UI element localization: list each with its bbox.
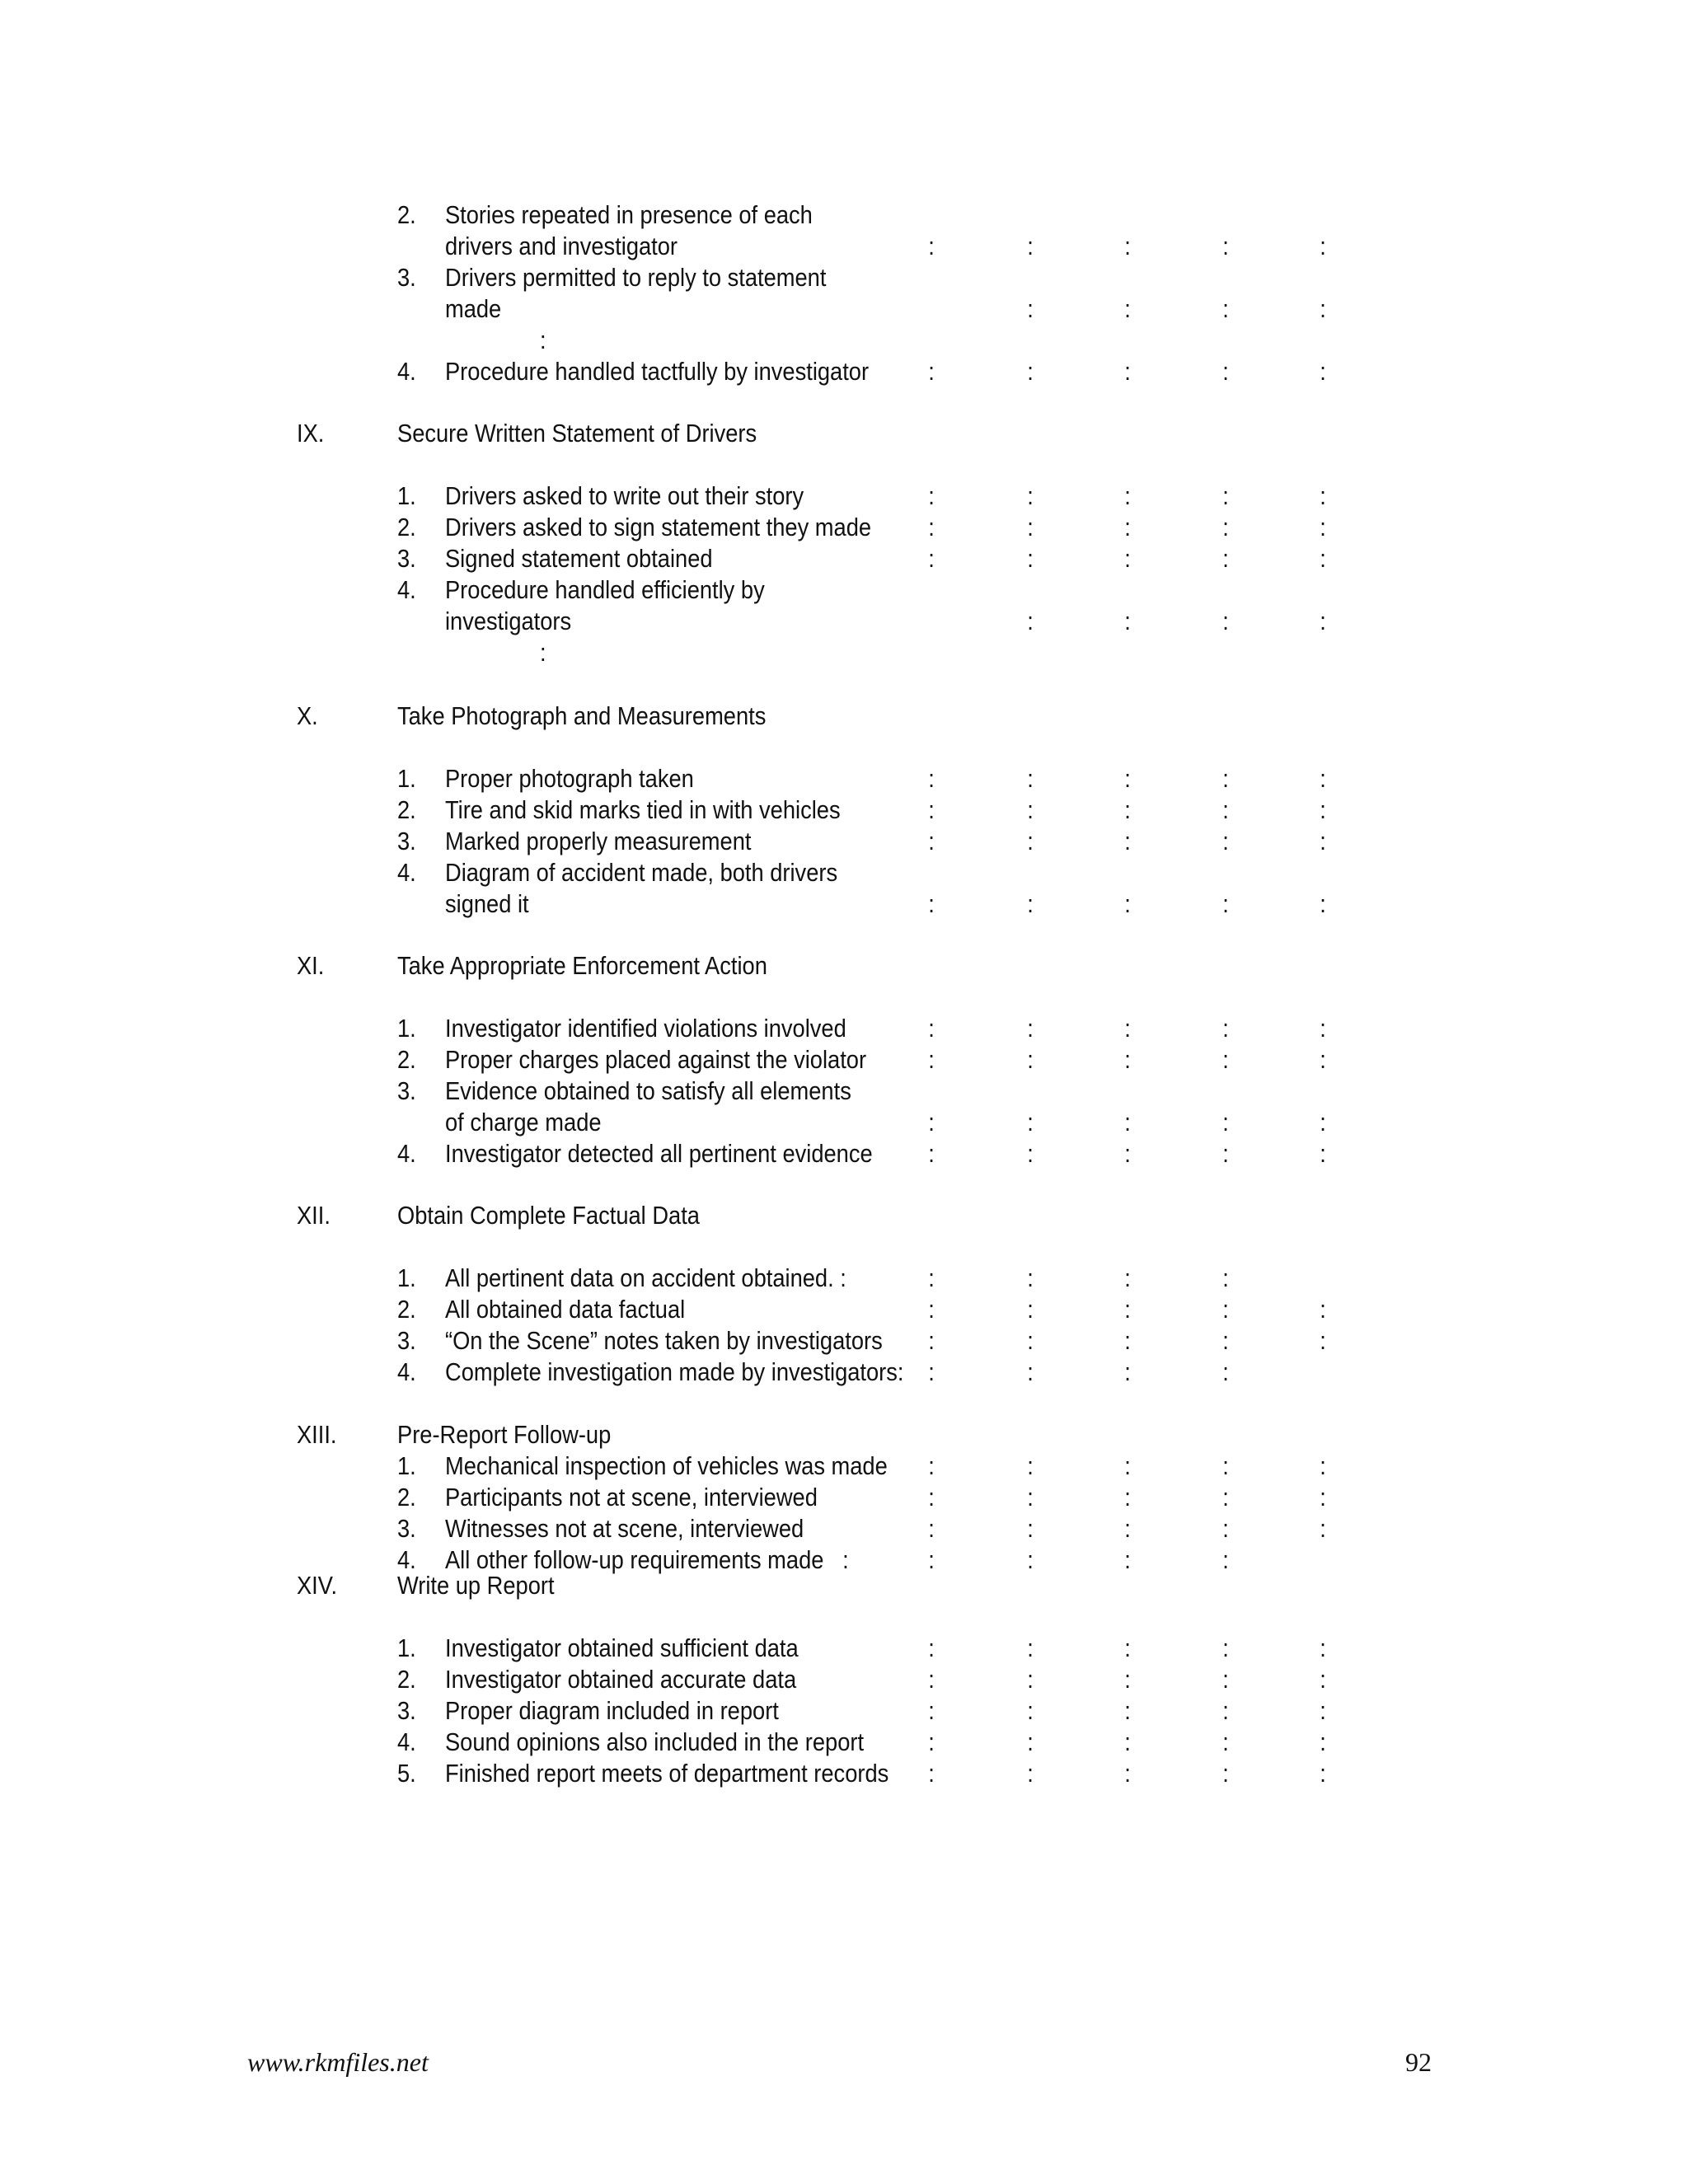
item-number: 3. bbox=[396, 1696, 416, 1725]
rating-colon: : bbox=[1222, 1451, 1229, 1480]
rating-colon: : bbox=[928, 1014, 935, 1043]
item-text: Investigator obtained sufficient data bbox=[444, 1633, 799, 1662]
rating-colon: : bbox=[1222, 1759, 1229, 1788]
rating-colon: : bbox=[928, 1545, 935, 1574]
rating-colon: : bbox=[1027, 1451, 1034, 1480]
rating-colon: : bbox=[1124, 1483, 1131, 1511]
item-number: 1. bbox=[396, 1263, 416, 1292]
rating-colon: : bbox=[928, 795, 935, 824]
rating-colon: : bbox=[1027, 1045, 1034, 1074]
rating-colon: : bbox=[1320, 1665, 1326, 1694]
checklist-item bbox=[0, 262, 1485, 293]
item-text: Investigator detected all pertinent evidence bbox=[444, 1139, 873, 1168]
rating-colon: : bbox=[1222, 764, 1229, 793]
rating-colon: : bbox=[1027, 1727, 1034, 1756]
checklist-item-continuation bbox=[0, 293, 1485, 325]
rating-colon: : bbox=[1124, 357, 1131, 386]
item-text: Signed statement obtained bbox=[444, 544, 713, 573]
item-text: of charge made bbox=[444, 1108, 602, 1137]
checklist-item bbox=[0, 1263, 1485, 1294]
rating-colon: : bbox=[1222, 1633, 1229, 1662]
rating-colon: : bbox=[928, 1727, 935, 1756]
rating-colon: : bbox=[1027, 357, 1034, 386]
checklist-item-continuation bbox=[0, 231, 1485, 262]
rating-colon: : bbox=[1124, 1727, 1131, 1756]
rating-colon: : bbox=[1027, 232, 1034, 260]
rating-colon: : bbox=[928, 513, 935, 541]
section-title: Take Photograph and Measurements bbox=[396, 701, 767, 730]
rating-colon: : bbox=[1222, 544, 1229, 573]
item-number: 2. bbox=[396, 1483, 416, 1511]
item-text: Investigator obtained accurate data bbox=[444, 1665, 797, 1694]
item-text: Proper diagram included in report bbox=[444, 1696, 779, 1725]
item-text: drivers and investigator bbox=[444, 232, 678, 260]
checklist-item bbox=[0, 1076, 1485, 1107]
rating-colon: : bbox=[928, 1633, 935, 1662]
rating-colon: : bbox=[928, 1451, 935, 1480]
rating-colon: : bbox=[1222, 357, 1229, 386]
rating-colon: : bbox=[928, 889, 935, 918]
item-text: All other follow-up requirements made : bbox=[444, 1545, 849, 1574]
section-heading bbox=[0, 1200, 1485, 1231]
rating-colon: : bbox=[928, 827, 935, 855]
checklist-item bbox=[0, 1294, 1485, 1325]
rating-colon: : bbox=[1027, 889, 1034, 918]
rating-colon: : bbox=[1027, 1483, 1034, 1511]
item-number: 3. bbox=[396, 1514, 416, 1543]
rating-colon: : bbox=[1124, 607, 1131, 635]
item-text: Evidence obtained to satisfy all elements bbox=[444, 1076, 851, 1105]
rating-colon: : bbox=[928, 1357, 935, 1386]
rating-colon: : bbox=[1124, 294, 1131, 323]
rating-colon: : bbox=[1124, 232, 1131, 260]
section-title: Pre-Report Follow-up bbox=[396, 1420, 612, 1449]
item-number: 2. bbox=[396, 200, 416, 229]
rating-colon: : bbox=[1027, 1696, 1034, 1725]
rating-colon: : bbox=[1320, 1139, 1326, 1168]
rating-colon: : bbox=[1222, 607, 1229, 635]
rating-colon: : bbox=[928, 764, 935, 793]
rating-colon: : bbox=[928, 357, 935, 386]
section-numeral: XI. bbox=[296, 951, 325, 980]
rating-colon: : bbox=[1124, 889, 1131, 918]
checklist-item bbox=[0, 1325, 1485, 1357]
rating-colon: : bbox=[1027, 764, 1034, 793]
rating-colon: : bbox=[1124, 827, 1131, 855]
item-text: investigators bbox=[444, 607, 572, 635]
item-text: Proper photograph taken bbox=[444, 764, 694, 793]
rating-colon: : bbox=[1320, 1759, 1326, 1788]
rating-colon: : bbox=[1124, 1108, 1131, 1137]
section-numeral: XII. bbox=[296, 1201, 331, 1230]
checklist-item bbox=[0, 1633, 1485, 1664]
page-number: 92 bbox=[1405, 2047, 1432, 2077]
rating-colon: : bbox=[928, 1514, 935, 1543]
checklist-item bbox=[0, 1727, 1485, 1758]
rating-colon: : bbox=[928, 1326, 935, 1355]
item-text: Finished report meets of department records bbox=[444, 1759, 889, 1788]
item-number: 1. bbox=[396, 764, 416, 793]
checklist-item bbox=[0, 512, 1485, 543]
section-numeral: XIV. bbox=[296, 1571, 338, 1600]
rating-colon: : bbox=[1320, 1108, 1326, 1137]
rating-colon: : bbox=[1222, 1727, 1229, 1756]
rating-colon: : bbox=[1027, 513, 1034, 541]
checklist-item bbox=[0, 763, 1485, 794]
section-title: Obtain Complete Factual Data bbox=[396, 1201, 700, 1230]
rating-colon: : bbox=[1222, 1108, 1229, 1137]
item-number: 1. bbox=[396, 1014, 416, 1043]
checklist-item bbox=[0, 574, 1485, 606]
item-text: Diagram of accident made, both drivers bbox=[444, 858, 838, 887]
rating-colon: : bbox=[1222, 1514, 1229, 1543]
item-text: Drivers asked to write out their story bbox=[444, 481, 804, 510]
rating-colon: : bbox=[1124, 1759, 1131, 1788]
rating-colon: : bbox=[1320, 294, 1326, 323]
item-text: signed it bbox=[444, 889, 529, 918]
rating-colon: : bbox=[1320, 232, 1326, 260]
item-number: 1. bbox=[396, 481, 416, 510]
checklist-item bbox=[0, 1664, 1485, 1695]
item-number: 3. bbox=[396, 827, 416, 855]
checklist-item bbox=[0, 199, 1485, 231]
rating-colon: : bbox=[1027, 827, 1034, 855]
rating-colon: : bbox=[1027, 544, 1034, 573]
checklist-item bbox=[0, 480, 1485, 512]
section-title: Take Appropriate Enforcement Action bbox=[396, 951, 767, 980]
rating-colon: : bbox=[1222, 1357, 1229, 1386]
checklist-item bbox=[0, 1482, 1485, 1513]
rating-colon: : bbox=[1027, 1665, 1034, 1694]
rating-colon: : bbox=[1320, 1451, 1326, 1480]
rating-colon: : bbox=[1320, 1326, 1326, 1355]
item-text: Witnesses not at scene, interviewed bbox=[444, 1514, 804, 1543]
item-text: Investigator identified violations involved bbox=[444, 1014, 846, 1043]
checklist-item bbox=[0, 543, 1485, 574]
rating-colon: : bbox=[928, 232, 935, 260]
checklist-item bbox=[0, 826, 1485, 857]
item-number: 5. bbox=[396, 1759, 416, 1788]
item-number: 3. bbox=[396, 544, 416, 573]
rating-colon: : bbox=[1320, 1045, 1326, 1074]
rating-colon: : bbox=[1320, 607, 1326, 635]
rating-colon: : bbox=[1124, 1326, 1131, 1355]
section-numeral: XIII. bbox=[296, 1420, 337, 1449]
rating-colon: : bbox=[1027, 1263, 1034, 1292]
item-text: All obtained data factual bbox=[444, 1295, 686, 1324]
stray-colon: : bbox=[539, 326, 546, 354]
rating-colon: : bbox=[928, 1483, 935, 1511]
item-number: 2. bbox=[396, 795, 416, 824]
rating-colon: : bbox=[1124, 1514, 1131, 1543]
rating-colon: : bbox=[1124, 1014, 1131, 1043]
item-number: 4. bbox=[396, 357, 416, 386]
checklist-item-continuation bbox=[0, 606, 1485, 637]
stray-colon: : bbox=[539, 638, 546, 667]
rating-colon: : bbox=[928, 1696, 935, 1725]
item-number: 2. bbox=[396, 1295, 416, 1324]
rating-colon: : bbox=[1320, 889, 1326, 918]
section-title: Secure Written Statement of Drivers bbox=[396, 419, 757, 448]
rating-colon: : bbox=[1027, 1514, 1034, 1543]
item-number: 4. bbox=[396, 1139, 416, 1168]
stray-colon-line bbox=[0, 637, 1485, 668]
rating-colon: : bbox=[1320, 1633, 1326, 1662]
rating-colon: : bbox=[1222, 827, 1229, 855]
rating-colon: : bbox=[1222, 232, 1229, 260]
rating-colon: : bbox=[1124, 1295, 1131, 1324]
section-numeral: IX. bbox=[296, 419, 325, 448]
checklist-item bbox=[0, 1357, 1485, 1388]
item-number: 4. bbox=[396, 1727, 416, 1756]
rating-colon: : bbox=[1027, 1357, 1034, 1386]
rating-colon: : bbox=[1124, 1451, 1131, 1480]
section-heading bbox=[0, 950, 1485, 982]
item-number: 4. bbox=[396, 1545, 416, 1574]
rating-colon: : bbox=[1320, 827, 1326, 855]
rating-colon: : bbox=[1320, 1483, 1326, 1511]
rating-colon: : bbox=[1124, 481, 1131, 510]
rating-colon: : bbox=[1320, 1727, 1326, 1756]
item-number: 4. bbox=[396, 1357, 416, 1386]
item-number: 4. bbox=[396, 575, 416, 604]
item-number: 3. bbox=[396, 1076, 416, 1105]
rating-colon: : bbox=[1320, 513, 1326, 541]
rating-colon: : bbox=[1124, 513, 1131, 541]
checklist-item bbox=[0, 857, 1485, 888]
checklist-item bbox=[0, 1138, 1485, 1169]
section-heading bbox=[0, 1570, 1485, 1601]
rating-colon: : bbox=[1320, 481, 1326, 510]
item-text: made bbox=[444, 294, 502, 323]
rating-colon: : bbox=[1124, 1263, 1131, 1292]
checklist-item bbox=[0, 794, 1485, 826]
rating-colon: : bbox=[1320, 357, 1326, 386]
rating-colon: : bbox=[1027, 795, 1034, 824]
item-text: All pertinent data on accident obtained. : bbox=[444, 1263, 846, 1292]
rating-colon: : bbox=[1124, 1045, 1131, 1074]
footer-url: www.rkmfiles.net bbox=[247, 2047, 429, 2077]
section-numeral: X. bbox=[296, 701, 318, 730]
rating-colon: : bbox=[1222, 1014, 1229, 1043]
item-number: 2. bbox=[396, 1665, 416, 1694]
item-text: Sound opinions also included in the report bbox=[444, 1727, 865, 1756]
checklist-item-continuation bbox=[0, 888, 1485, 920]
item-text: Drivers permitted to reply to statement bbox=[444, 263, 827, 292]
section-title: Write up Report bbox=[396, 1571, 555, 1600]
item-number: 3. bbox=[396, 1326, 416, 1355]
item-text: Participants not at scene, interviewed bbox=[444, 1483, 818, 1511]
item-text: Proper charges placed against the violator bbox=[444, 1045, 867, 1074]
item-text: Complete investigation made by investigators: bbox=[444, 1357, 904, 1386]
rating-colon: : bbox=[1124, 544, 1131, 573]
rating-colon: : bbox=[928, 1665, 935, 1694]
rating-colon: : bbox=[1222, 1665, 1229, 1694]
rating-colon: : bbox=[1222, 1139, 1229, 1168]
rating-colon: : bbox=[1222, 1045, 1229, 1074]
rating-colon: : bbox=[1222, 513, 1229, 541]
rating-colon: : bbox=[1222, 889, 1229, 918]
checklist-item bbox=[0, 1758, 1485, 1789]
rating-colon: : bbox=[1124, 1357, 1131, 1386]
rating-colon: : bbox=[1320, 1514, 1326, 1543]
item-text: Stories repeated in presence of each bbox=[444, 200, 813, 229]
rating-colon: : bbox=[1222, 1295, 1229, 1324]
rating-colon: : bbox=[1222, 1326, 1229, 1355]
rating-colon: : bbox=[1222, 1483, 1229, 1511]
rating-colon: : bbox=[1027, 1326, 1034, 1355]
item-text: Drivers asked to sign statement they made bbox=[444, 513, 872, 541]
section-heading bbox=[0, 701, 1485, 732]
checklist-item bbox=[0, 1695, 1485, 1727]
rating-colon: : bbox=[928, 1108, 935, 1137]
checklist-item-continuation bbox=[0, 1107, 1485, 1138]
rating-colon: : bbox=[1027, 1545, 1034, 1574]
rating-colon: : bbox=[928, 544, 935, 573]
rating-colon: : bbox=[1320, 1295, 1326, 1324]
checklist-item bbox=[0, 1013, 1485, 1044]
rating-colon: : bbox=[1027, 1139, 1034, 1168]
rating-colon: : bbox=[1027, 1759, 1034, 1788]
item-text: Procedure handled tactfully by investigator bbox=[444, 357, 870, 386]
rating-colon: : bbox=[1027, 607, 1034, 635]
checklist-item bbox=[0, 1451, 1485, 1482]
rating-colon: : bbox=[1222, 1545, 1229, 1574]
rating-colon: : bbox=[1320, 1014, 1326, 1043]
rating-colon: : bbox=[1222, 481, 1229, 510]
rating-colon: : bbox=[928, 1045, 935, 1074]
item-number: 2. bbox=[396, 513, 416, 541]
stray-colon-line bbox=[0, 325, 1485, 356]
rating-colon: : bbox=[1222, 1696, 1229, 1725]
item-number: 2. bbox=[396, 1045, 416, 1074]
rating-colon: : bbox=[1027, 294, 1034, 323]
item-text: Procedure handled efficiently by bbox=[444, 575, 765, 604]
rating-colon: : bbox=[1222, 1263, 1229, 1292]
rating-colon: : bbox=[1027, 1108, 1034, 1137]
rating-colon: : bbox=[1124, 1665, 1131, 1694]
rating-colon: : bbox=[1124, 1696, 1131, 1725]
rating-colon: : bbox=[1124, 1545, 1131, 1574]
item-text: Tire and skid marks tied in with vehicles bbox=[444, 795, 841, 824]
section-heading bbox=[0, 418, 1485, 449]
item-text: Mechanical inspection of vehicles was made bbox=[444, 1451, 888, 1480]
item-number: 1. bbox=[396, 1633, 416, 1662]
rating-colon: : bbox=[928, 1263, 935, 1292]
checklist-item bbox=[0, 1044, 1485, 1076]
item-text: “On the Scene” notes taken by investigators bbox=[444, 1326, 883, 1355]
rating-colon: : bbox=[1320, 764, 1326, 793]
checklist-item bbox=[0, 1513, 1485, 1544]
rating-colon: : bbox=[1222, 795, 1229, 824]
rating-colon: : bbox=[928, 1759, 935, 1788]
rating-colon: : bbox=[1124, 764, 1131, 793]
rating-colon: : bbox=[1124, 795, 1131, 824]
item-number: 4. bbox=[396, 858, 416, 887]
rating-colon: : bbox=[1124, 1139, 1131, 1168]
rating-colon: : bbox=[1027, 1295, 1034, 1324]
rating-colon: : bbox=[1027, 1633, 1034, 1662]
rating-colon: : bbox=[1027, 481, 1034, 510]
rating-colon: : bbox=[1320, 1696, 1326, 1725]
rating-colon: : bbox=[1320, 795, 1326, 824]
rating-colon: : bbox=[928, 481, 935, 510]
checklist-item bbox=[0, 356, 1485, 387]
section-heading bbox=[0, 1419, 1485, 1451]
rating-colon: : bbox=[1124, 1633, 1131, 1662]
item-number: 1. bbox=[396, 1451, 416, 1480]
rating-colon: : bbox=[1027, 1014, 1034, 1043]
rating-colon: : bbox=[928, 1295, 935, 1324]
item-text: Marked properly measurement bbox=[444, 827, 752, 855]
rating-colon: : bbox=[1320, 544, 1326, 573]
rating-colon: : bbox=[928, 1139, 935, 1168]
rating-colon: : bbox=[1222, 294, 1229, 323]
item-number: 3. bbox=[396, 263, 416, 292]
